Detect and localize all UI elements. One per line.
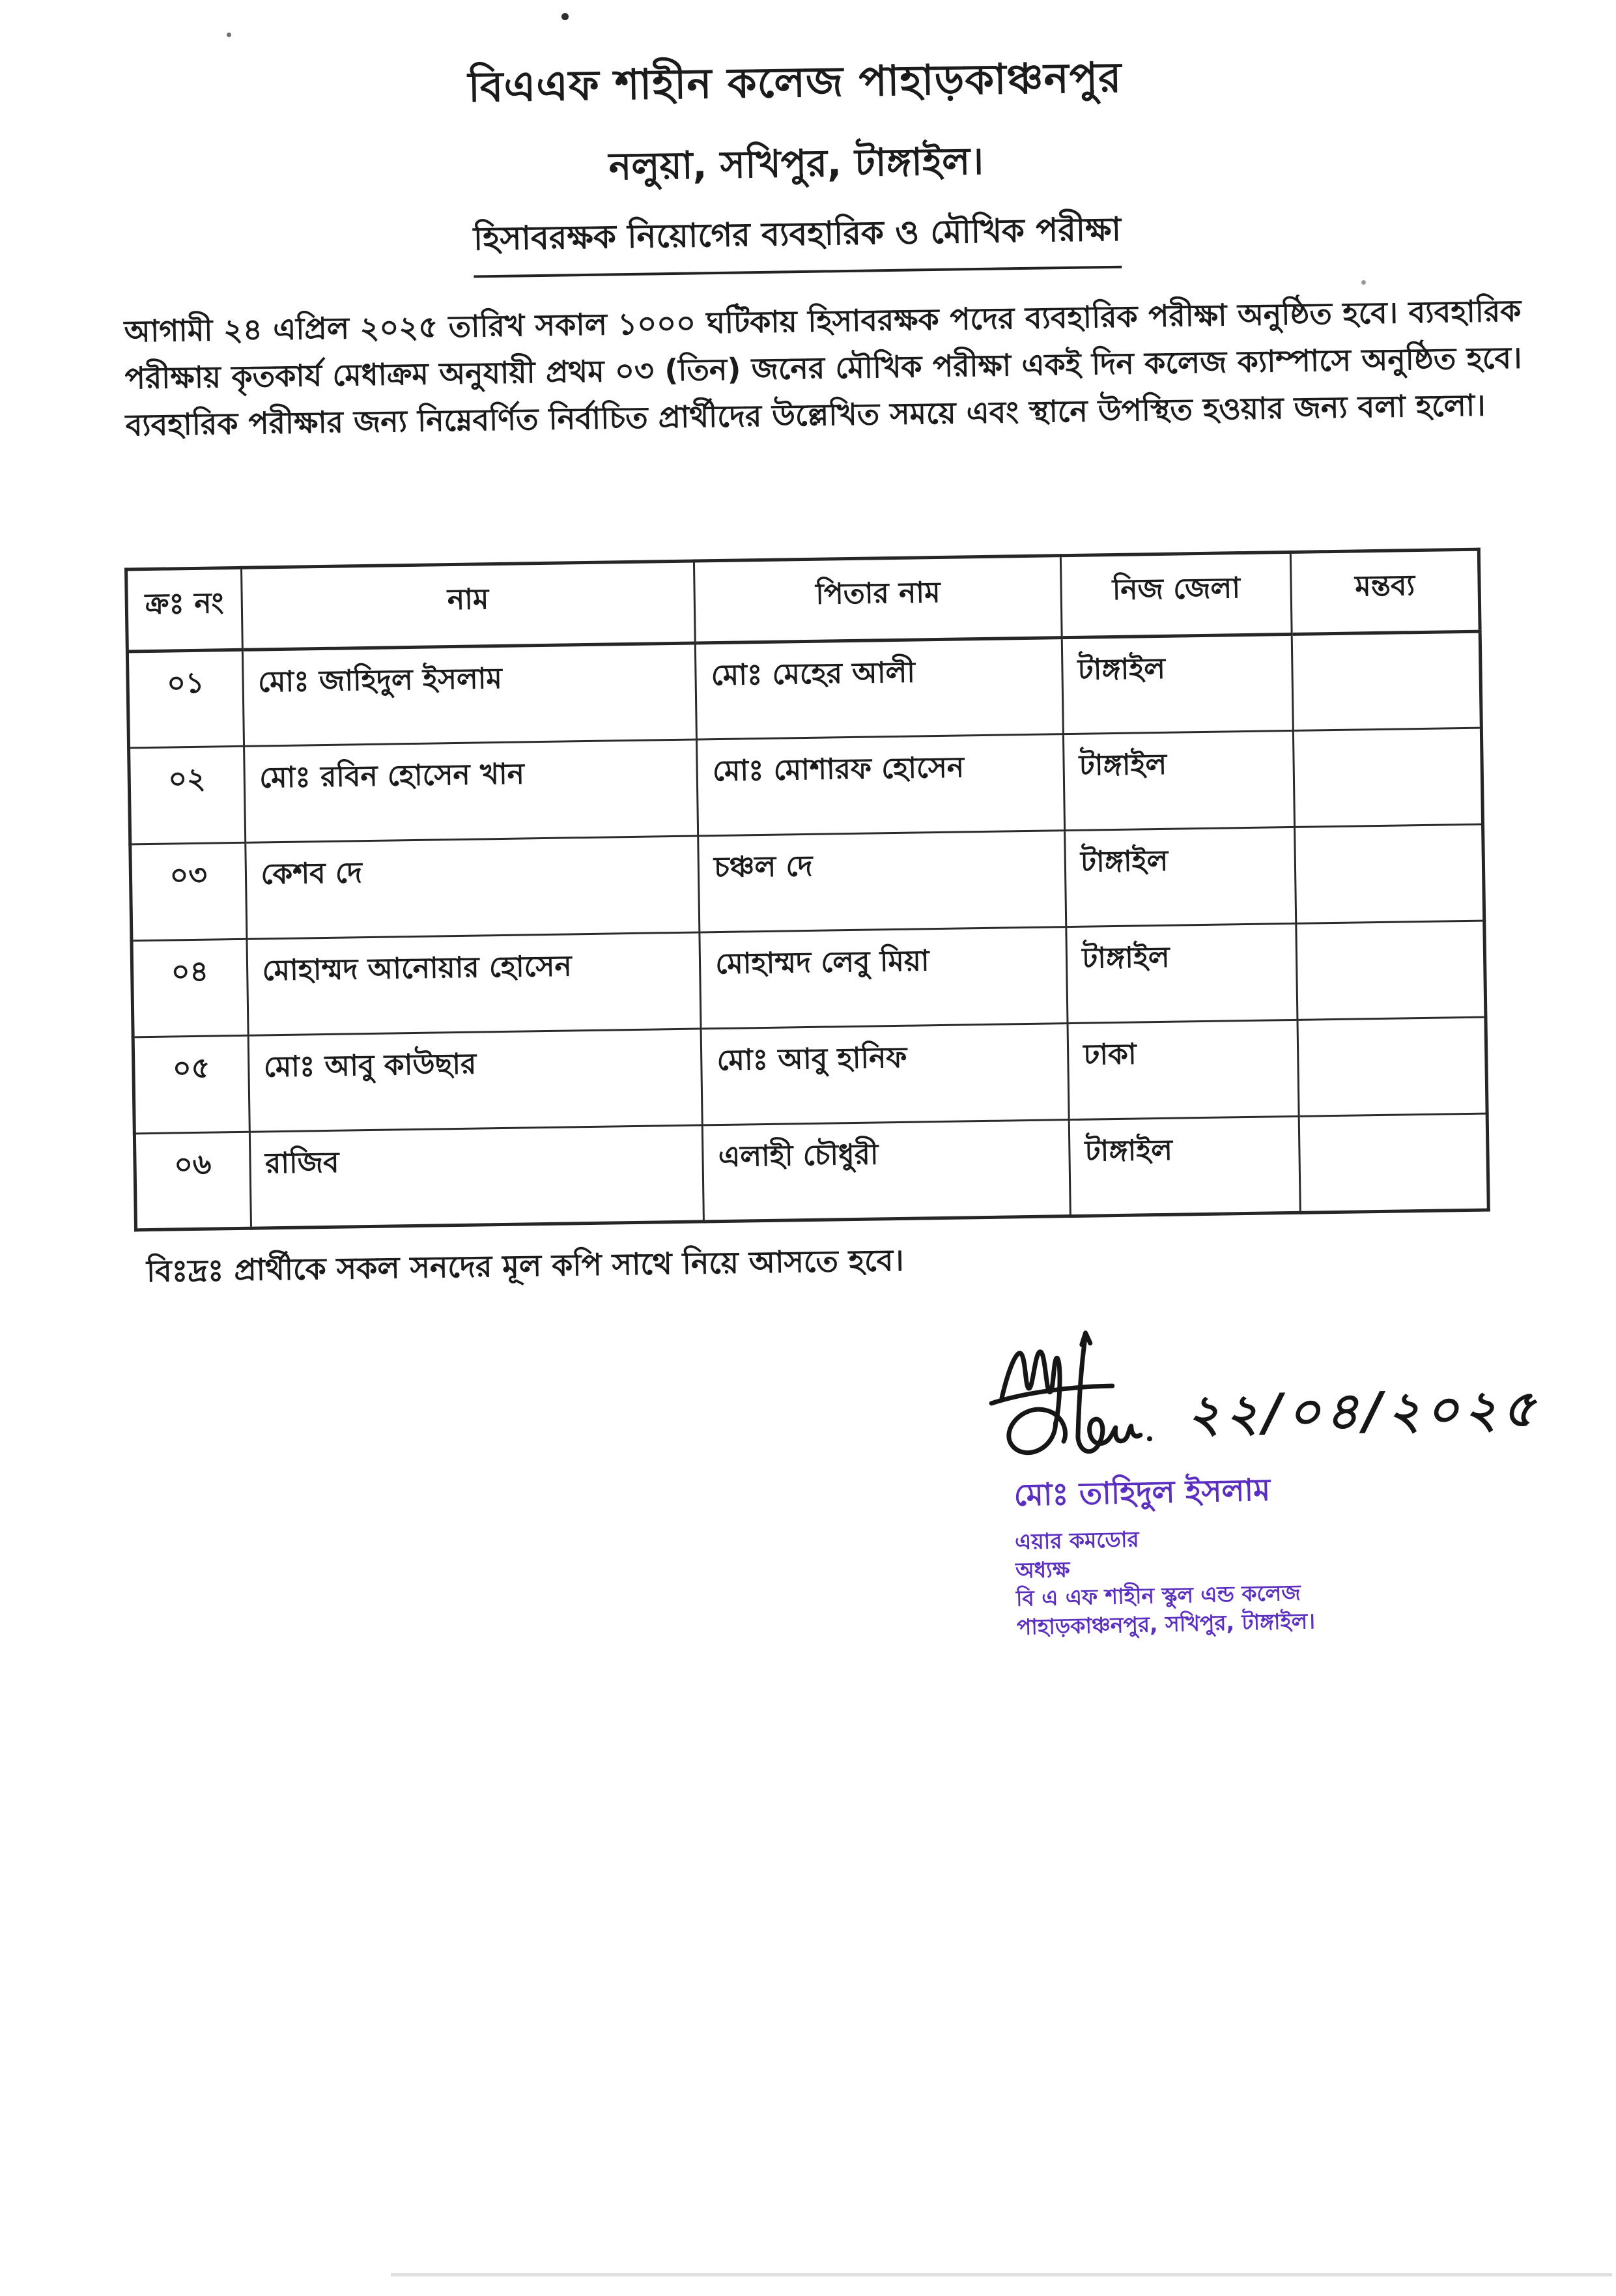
header-remarks: মন্তব্য <box>1291 549 1481 634</box>
header-name: নাম <box>241 561 696 650</box>
stamp-location: পাহাড়কাঞ্চনপুর, সখিপুর, টাঙ্গাইল। <box>1016 1607 1316 1640</box>
stamp-rank: এয়ার কমডোর <box>1014 1526 1139 1555</box>
stamp-designation: অধ্যক্ষ <box>1015 1556 1070 1583</box>
father-name-cell: মোহাম্মদ লেবু মিয়া <box>700 927 1068 1029</box>
serial-cell: ০৫ <box>133 1035 249 1134</box>
table-row <box>134 1113 1488 1230</box>
note-text: বিঃদ্রঃ প্রার্থীকে সকল সনদের মূল কপি সাথে নিয়ে আসতে হবে। <box>146 1242 905 1289</box>
notice-title-wrap <box>0 198 1606 285</box>
stamp-institution: বি এ এফ শাহীন স্কুল এন্ড কলেজ <box>1015 1579 1301 1611</box>
district-cell: টাঙ্গাইল <box>1064 730 1295 830</box>
header-father-name: পিতার নাম <box>694 556 1062 643</box>
district-cell: টাঙ্গাইল <box>1069 1116 1300 1216</box>
serial-cell: ০৬ <box>134 1132 251 1230</box>
principal-signature-icon <box>981 1322 1191 1478</box>
serial-cell: ০১ <box>127 650 244 748</box>
name-cell: কেশব দে <box>245 836 700 939</box>
remarks-cell <box>1295 824 1484 923</box>
scan-edge-artifact <box>391 2273 1612 2276</box>
college-address: নলুয়া, সখিপুর, টাঙ্গাইল। <box>608 138 984 189</box>
notice-paragraph: আগামী ২৪ এপ্রিল ২০২৫ তারিখ সকাল ১০০০ ঘটিকায় হিসাবরক্ষক পদের ব্যবহারিক পরীক্ষা অনুষ্ঠিত হবে। ব্যবহারিক পরীক্ষায় কৃতকার্য মেধাক্রম অনুযায়ী প্রথম ০৩ (তিন) জনের মৌখিক পরীক্ষা একই দিন কলেজ ক্যাম্পাসে অনুষ্ঠিত হবে। ব্যবহারিক পরীক্ষার জন্য নিম্নেবর্ণিত নির্বাচিত প্রার্থীদের উল্লেখিত সময়ে এবং স্থানে উপস্থিত হওয়ার জন্য বলা হলো। <box>124 293 1522 442</box>
remarks-cell <box>1296 921 1486 1020</box>
header-district: নিজ জেলা <box>1061 552 1292 637</box>
remarks-cell <box>1297 1017 1487 1116</box>
father-name-cell: চঞ্চল দে <box>698 831 1066 932</box>
college-name: বিএএফ শাহীন কলেজ পাহাড়কাঞ্চনপুর <box>468 53 1122 112</box>
principal-stamp <box>1014 1465 1316 1641</box>
signature-date: ২২/০৪/২০২৫ <box>1186 1379 1541 1444</box>
scan-speck <box>1361 280 1366 285</box>
name-cell: মোঃ আবু কাউছার <box>248 1029 703 1132</box>
remarks-cell <box>1294 728 1483 827</box>
serial-cell: ০৪ <box>132 939 248 1037</box>
district-cell: ঢাকা <box>1068 1020 1299 1119</box>
district-cell: টাঙ্গাইল <box>1066 923 1297 1023</box>
serial-cell: ০৩ <box>130 842 247 941</box>
district-cell: টাঙ্গাইল <box>1065 827 1296 926</box>
document-header <box>0 39 1605 210</box>
stamp-name: মোঃ তাহিদুল ইসলাম <box>1014 1472 1271 1514</box>
name-cell: মোহাম্মদ আনোয়ার হোসেন <box>246 932 701 1035</box>
father-name-cell: মোঃ মেহের আলী <box>696 638 1064 739</box>
scan-speck <box>561 13 569 20</box>
header-serial: ক্রঃ নং <box>126 567 242 652</box>
candidates-table <box>124 548 1490 1232</box>
name-cell: মোঃ রবিন হোসেন খান <box>244 739 698 842</box>
name-cell: রাজিব <box>249 1125 704 1228</box>
remarks-cell <box>1292 631 1481 730</box>
father-name-cell: মোঃ মোশারফ হোসেন <box>697 734 1065 836</box>
notice-title: হিসাবরক্ষক নিয়োগের ব্যবহারিক ও মৌখিক পরীক্ষা <box>473 205 1122 278</box>
district-cell: টাঙ্গাইল <box>1062 634 1293 734</box>
scan-speck <box>227 33 231 37</box>
name-cell: মোঃ জাহিদুল ইসলাম <box>242 643 697 746</box>
father-name-cell: এলাহী চৌধুরী <box>703 1120 1071 1222</box>
father-name-cell: মোঃ আবু হানিফ <box>701 1024 1069 1125</box>
remarks-cell <box>1299 1113 1488 1213</box>
serial-cell: ০২ <box>129 746 246 844</box>
